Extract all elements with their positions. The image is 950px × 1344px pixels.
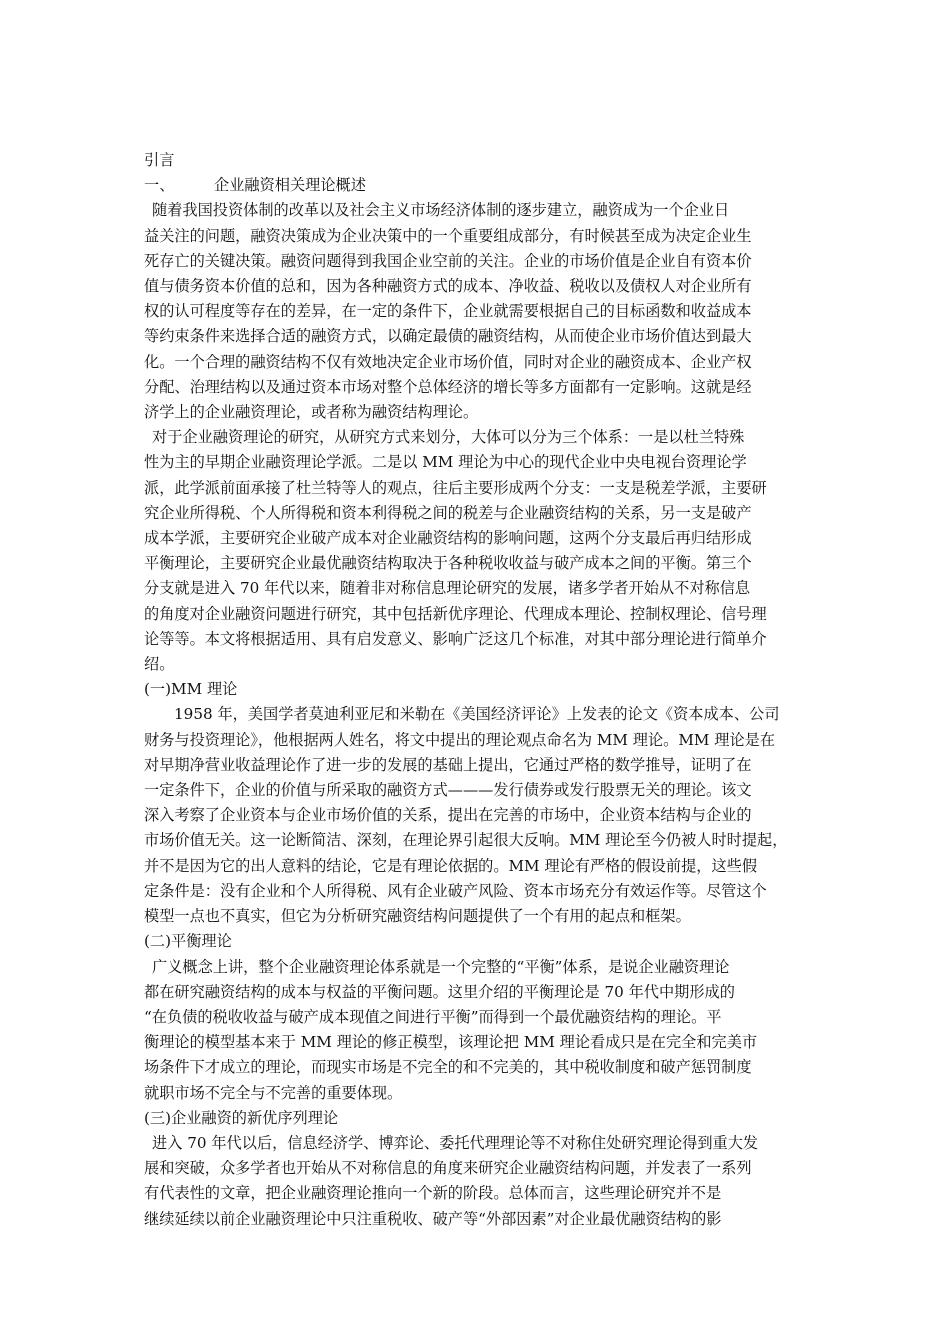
paragraph-line: 性为主的早期企业融资理论学派。二是以 MM 理论为中心的现代企业中央电视台资理论学 — [144, 453, 747, 472]
section-number: 一、 — [144, 176, 175, 195]
paragraph-line: 分支就是进入 70 年代以来，随着非对称信息理论研究的发展，诸多学者开始从不对称信息 — [144, 579, 751, 598]
paragraph-line: 对早期净营业收益理论作了进一步的发展的基础上提出，它通过严格的数学推导，证明了在 — [144, 755, 752, 774]
paragraph-line: 对于企业融资理论的研究，从研究方式来划分，大体可以分为三个体系：一是以杜兰特殊 — [152, 428, 745, 447]
paragraph-line: 就职市场不完全与不完善的重要体现。 — [144, 1083, 403, 1102]
paragraph-line: 定条件是：没有企业和个人所得税、风有企业破产风险、资本市场充分有效运作等。尽管这个 — [144, 881, 767, 900]
paragraph-line: 济学上的企业融资理论，或者称为融资结构理论。 — [144, 403, 479, 422]
subsection-heading-mm: (一)MM 理论 — [144, 680, 238, 699]
paragraph-balance-theory — [144, 955, 812, 1106]
paragraph-line: 1958 年，美国学者莫迪利亚尼和米勒在《美国经济评论》上发表的论文《资本成本、公司 — [174, 705, 780, 724]
subsection-heading-balance: (二)平衡理论 — [144, 932, 232, 951]
section-heading — [144, 173, 812, 198]
paragraph-line: 的角度对企业融资问题进行研究，其中包括新优序理论、代理成本理论、控制权理论、信号理 — [144, 604, 767, 623]
paragraph-line: 等约束条件来选择合适的融资方式，以确定最债的融资结构，从而使企业市场价值达到最大 — [144, 327, 752, 346]
paragraph-line: 益关注的问题，融资决策成为企业决策中的一个重要组成部分，有时候甚至成为决定企业生 — [144, 226, 752, 245]
paragraph-line: 成本学派，主要研究企业破产成本对企业融资结构的影响问题，这两个分支最后再归结形成 — [144, 529, 752, 548]
subsection-heading-pecking-order: (三)企业融资的新优序列理论 — [144, 1108, 339, 1127]
paragraph-line: 究企业所得税、个人所得税和资本利得税之间的税差与企业融资结构的关系，另一支是破产 — [144, 503, 752, 522]
paragraph-line: 化。一个合理的融资结构不仅有效地决定企业市场价值，同时对企业的融资成本、企业产权 — [144, 352, 752, 371]
paragraph-line: 都在研究融资结构的成本与权益的平衡问题。这里介绍的平衡理论是 70 年代中期形成的 — [144, 982, 735, 1001]
paragraph-line: 分配、治理结构以及通过资本市场对整个总体经济的增长等多方面都有一定影响。这就是经 — [144, 377, 752, 396]
paragraph-line: 衡理论的模型基本来于 MM 理论的修正模型，该理论把 MM 理论看成只是在完全和完美市 — [144, 1033, 758, 1052]
paragraph-line: 财务与投资理论》，他根据两人姓名，将文中提出的理论观点命名为 MM 理论。MM 理论是在 — [144, 730, 776, 749]
paragraph-line: 市场价值无关。这一论断简洁、深刻，在理论界引起很大反响。MM 理论至今仍被人时时提起， — [144, 831, 788, 850]
paragraph-line: 死存亡的关键决策。融资问题得到我国企业空前的关注。企业的市场价值是企业自有资本价 — [144, 251, 752, 270]
paragraph-line: 进入 70 年代以后，信息经济学、博弈论、委托代理理论等不对称住处研究理论得到重大发 — [152, 1133, 759, 1152]
paragraph-line: 展和突破，众多学者也开始从不对称信息的角度来研究企业融资结构问题，并发表了一系列 — [144, 1159, 752, 1178]
paragraph-mm-theory — [144, 702, 812, 929]
paragraph-line: 绍。 — [144, 655, 175, 674]
paragraph-line: 值与债务资本价值的总和，因为各种融资方式的成本、净收益、税收以及债权人对企业所有 — [144, 277, 752, 296]
paragraph-line: 派，此学派前面承接了杜兰特等人的观点，往后主要形成两个分支：一支是税差学派，主要研 — [144, 478, 767, 497]
document-page — [144, 148, 812, 1232]
paragraph-line: “在负债的税收收益与破产成本现值之间进行平衡”而得到一个最优融资结构的理论。平 — [144, 1007, 722, 1026]
paragraph-line: 平衡理论，主要研究企业最优融资结构取决于各种税收收益与破产成本之间的平衡。第三个 — [144, 554, 752, 573]
paragraph-line: 一定条件下，企业的价值与所采取的融资方式———发行债券或发行股票无关的理论。该文 — [144, 781, 752, 800]
paragraph-research-systems — [144, 425, 812, 677]
paragraph-pecking-order-theory — [144, 1131, 812, 1232]
section-title: 企业融资相关理论概述 — [214, 176, 366, 195]
paragraph-line: 广义概念上讲，整个企业融资理论体系就是一个完整的“平衡”体系，是说企业融资理论 — [152, 957, 730, 976]
paragraph-line: 论等等。本文将根据适用、具有启发意义、影响广泛这几个标准，对其中部分理论进行简单介 — [144, 629, 767, 648]
paragraph-line: 并不是因为它的出人意料的结论，它是有理论依据的。MM 理论有严格的假设前提，这些假 — [144, 856, 758, 875]
intro-heading: 引言 — [144, 151, 175, 169]
paragraph-line: 场条件下才成立的理论，而现实市场是不完全的和不完美的，其中税收制度和破产惩罚制度 — [144, 1058, 752, 1077]
paragraph-line: 模型一点也不真实，但它为分析研究融资结构问题提供了一个有用的起点和框架。 — [144, 907, 691, 926]
paragraph-line: 继续延续以前企业融资理论中只注重税收、破产等“外部因素”对企业最优融资结构的影 — [144, 1209, 722, 1228]
paragraph-fundraising-overview — [144, 198, 812, 425]
paragraph-line: 权的认可程度等存在的差异，在一定的条件下，企业就需要根据自己的目标函数和收益成本 — [144, 302, 752, 321]
paragraph-line: 深入考察了企业资本与企业市场价值的关系，提出在完善的市场中，企业资本结构与企业的 — [144, 806, 752, 825]
paragraph-line: 随着我国投资体制的改革以及社会主义市场经济体制的逐步建立，融资成为一个企业日 — [152, 201, 730, 220]
paragraph-line: 有代表性的文章，把企业融资理论推向一个新的阶段。总体而言，这些理论研究并不是 — [144, 1184, 722, 1203]
